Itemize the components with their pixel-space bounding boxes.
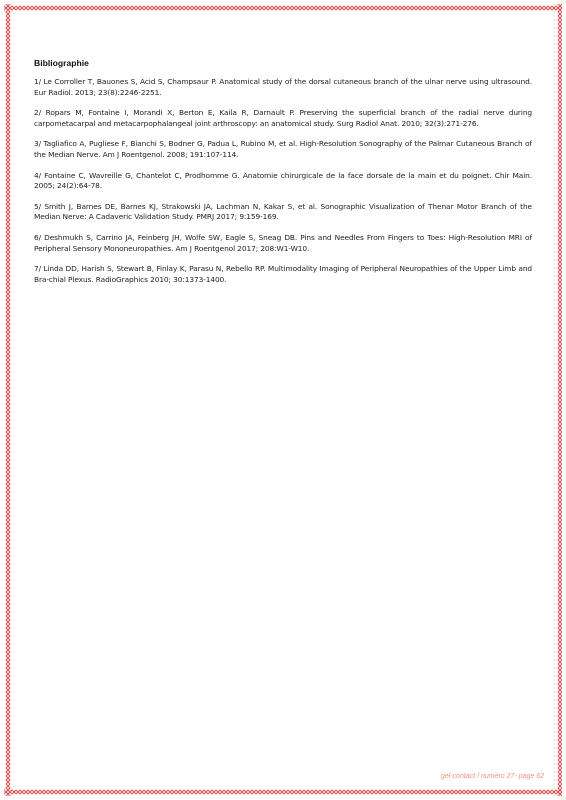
- border-left: [4, 4, 12, 796]
- reference-item: 7/ Linda DD, Harish S, Stewart B, Finlay K, Parasu N, Rebello RP. Multimodality Imaging of Peripheral Neuropathies of the Upper Limb and Bra-chial Plexus. RadioGraphics 2010; 30:1373-1400.: [34, 264, 532, 284]
- border-right: [554, 4, 562, 796]
- reference-item: 4/ Fontaine C, Wavreille G, Chantelot C, Prodhomme G. Anatomie chirurgicale de la face dorsale de la main et du poignet. Chir Main. 2005; 24(2):64-78.: [34, 170, 532, 191]
- border-top: [4, 4, 562, 12]
- bibliography-section: [34, 58, 532, 295]
- reference-item: 1/ Le Corroller T, Bauones S, Acid S, Champsaur P. Anatomical study of the dorsal cutaneous branch of the ulnar nerve using ultrasound. Eur Radiol. 2013; 23(8):2246-2251.: [34, 77, 532, 97]
- reference-item: 5/ Smith J, Barnes DE, Barnes KJ, Strakowski JA, Lachman N, Kakar S, et al. Sonographic Visualization of Thenar Motor Branch of the Median Nerve: A Cadaveric Validation Study. PMRJ 2017; 9:159-169.: [34, 201, 532, 222]
- border-bottom: [4, 788, 562, 796]
- reference-item: 2/ Ropars M, Fontaine I, Morandi X, Berton E, Kaila R, Darnault P. Preserving the superficial branch of the radial nerve during carpometacarpal and metacarpophalangeal joint arthroscopy: an anatomical study. Surg Radiol Anat. 2010; 32(3):271-276.: [34, 108, 532, 128]
- reference-item: 3/ Tagliafico A, Pugliese F, Bianchi S, Bodner G, Padua L, Rubino M, et al. High-Resolution Sonography of the Palmar Cutaneous Branch of the Median Nerve. Am J Roentgenol. 2008; 191:107-114.: [34, 139, 532, 159]
- page-footer: gel-contact / numéro 27- page 62: [440, 773, 544, 780]
- reference-item: 6/ Deshmukh S, Carrino JA, Feinberg JH, Wolfe SW, Eagle S, Sneag DB. Pins and Needles From Fingers to Toes: High-Resolution MRI of Peripheral Sensory Mononeuropathies. Am J Roentgenol 2017; 208:W1-W10.: [34, 232, 532, 253]
- bibliography-heading: Bibliographie: [34, 58, 89, 68]
